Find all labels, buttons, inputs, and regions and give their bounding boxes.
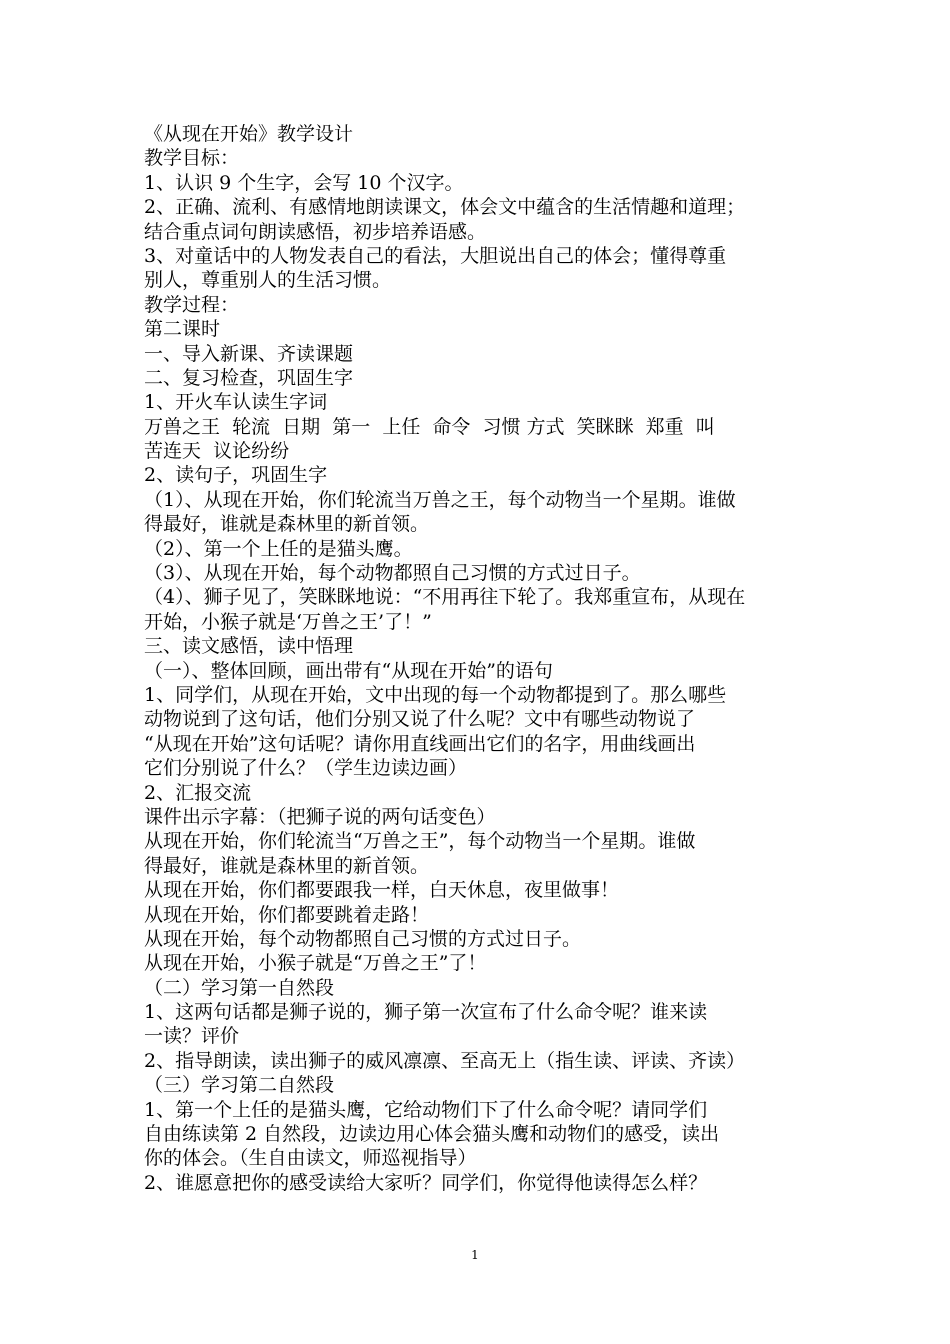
text-line: 课件出示字幕：（把狮子说的两句话变色）: [144, 805, 496, 828]
text-line: （二）学习第一自然段: [144, 976, 335, 999]
text-line: 得最好，谁就是森林里的新首领。: [144, 513, 430, 536]
text-line: 教学过程：: [144, 293, 240, 316]
text-line: 万兽之王 轮流 日期 第一 上任 命令 习惯 方式 笑眯眯 郑重 叫: [144, 415, 715, 438]
text-line: 别人，尊重别人的生活习惯。: [144, 269, 392, 292]
text-line: 结合重点词句朗读感悟，初步培养语感。: [144, 220, 487, 243]
text-line: 3、对童话中的人物发表自己的看法，大胆说出自己的体会；懂得尊重: [144, 244, 727, 267]
text-line: 2、指导朗读，读出狮子的威风凛凛、至高无上（指生读、评读、齐读）: [144, 1049, 746, 1072]
text-line: 1、这两句话都是狮子说的，狮子第一次宣布了什么命令呢？谁来读: [144, 1001, 708, 1024]
text-line: 1、认识 9 个生字，会写 10 个汉字。: [144, 171, 464, 194]
text-line: 二、复习检查，巩固生字: [144, 366, 354, 389]
text-line: （4）、狮子见了，笑眯眯地说：“不用再往下轮了。我郑重宣布，从现在: [144, 586, 746, 609]
text-line: 从现在开始，每个动物都照自己习惯的方式过日子。: [144, 927, 582, 950]
text-line: （1）、从现在开始，你们轮流当万兽之王，每个动物当一个星期。谁做: [144, 488, 736, 511]
page-number: 1: [471, 1248, 479, 1262]
text-line: 2、读句子，巩固生字: [144, 464, 328, 487]
text-line: 2、汇报交流: [144, 781, 252, 804]
text-line: 从现在开始，你们轮流当“万兽之王”，每个动物当一个星期。谁做: [144, 830, 696, 853]
text-line: （3）、从现在开始，每个动物都照自己习惯的方式过日子。: [144, 562, 641, 585]
text-line: 得最好，谁就是森林里的新首领。: [144, 854, 430, 877]
text-line: 2、正确、流利、有感情地朗读课文，体会文中蕴含的生活情趣和道理；: [144, 196, 746, 219]
text-line: （2）、第一个上任的是猫头鹰。: [144, 537, 413, 560]
text-line: 1、同学们，从现在开始，文中出现的每一个动物都提到了。那么哪些: [144, 683, 727, 706]
text-line: 1、开火车认读生字词: [144, 391, 328, 414]
text-line: 你的体会。（生自由读文，师巡视指导）: [144, 1147, 477, 1170]
text-line: 三、读文感悟，读中悟理: [144, 635, 354, 658]
text-line: 1、第一个上任的是猫头鹰，它给动物们下了什么命令呢？请同学们: [144, 1098, 708, 1121]
text-line: 一读？评价: [144, 1025, 240, 1048]
text-line: 从现在开始，你们都要跳着走路！: [144, 903, 430, 926]
text-line: 教学目标：: [144, 147, 240, 170]
text-line: 开始，小猴子就是‘万兽之王’了！”: [144, 610, 432, 633]
text-line: 从现在开始，你们都要跟我一样，白天休息，夜里做事！: [144, 879, 620, 902]
text-line: 它们分别说了什么？（学生边读边画）: [144, 757, 468, 780]
text-line: “从现在开始”这句话呢？请你用直线画出它们的名字，用曲线画出: [144, 732, 696, 755]
text-line: 第二课时: [144, 318, 221, 341]
document-body: [144, 122, 809, 1195]
text-line: 从现在开始，小猴子就是“万兽之王”了！: [144, 952, 487, 975]
document-title: 《从现在开始》教学设计: [144, 123, 354, 145]
text-line: （三）学习第二自然段: [144, 1074, 335, 1097]
text-line: （一）、整体回顾，画出带有“从现在开始”的语句: [144, 659, 553, 682]
text-line: 2、谁愿意把你的感受读给大家听？同学们，你觉得他读得怎么样？: [144, 1171, 708, 1194]
text-line: 苦连天 议论纷纷: [144, 440, 290, 463]
text-line: 动物说到了这句话，他们分别又说了什么呢？文中有哪些动物说了: [144, 708, 696, 731]
text-line: 自由练读第 2 自然段，边读边用心体会猫头鹰和动物们的感受，读出: [144, 1123, 720, 1146]
text-line: 一、导入新课、齐读课题: [144, 342, 354, 365]
